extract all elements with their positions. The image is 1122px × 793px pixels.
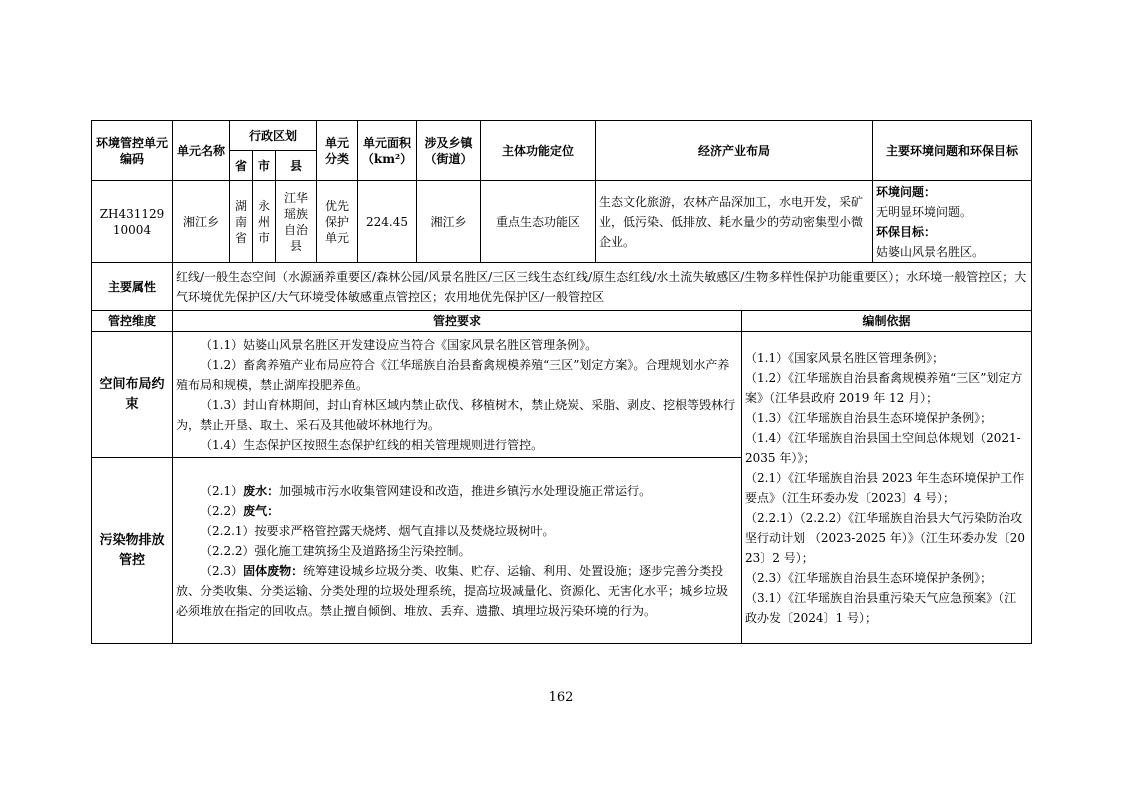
unit-area-header-unit: （km²）	[361, 151, 413, 166]
spatial-row	[92, 332, 1032, 458]
basis-item: （2.3）《江华瑶族自治县生态环境保护条例》；	[745, 570, 993, 585]
unit-code-line-1: ZH431129	[99, 206, 165, 221]
unit-row	[92, 181, 1032, 263]
spatial-item: （1.4）生态保护区按照生态保护红线的相关管理规则进行管控。	[200, 437, 544, 452]
document-page	[91, 120, 1031, 644]
env-issues-cell	[873, 181, 1032, 263]
item-number: （2.3）	[200, 563, 244, 578]
unit-code-header: 环境管控单元编码	[92, 121, 173, 181]
basis-header: 编制依据	[742, 311, 1032, 332]
dimension-header: 管控维度	[92, 311, 173, 332]
attributes-text: 红线/一般生态空间（水源涵养重要区/森林公园/风景名胜区/三区三线生态红线/原生态红线/水土流失敏感区/生物多样性保护功能重要区）；水环境一般管控区；大气环境优先保护区/大气环境受体敏感重点管控区；农用地优先保护区/一般管控区	[173, 263, 1032, 311]
exhaust-subitem: （2.2.2）强化施工建筑扬尘及道路扬尘污染控制。	[200, 543, 471, 558]
spatial-item: （1.1）姑婆山风景名胜区开发建设应当符合《国家风景名胜区管理条例》。	[200, 337, 598, 352]
county-header: 县	[276, 151, 317, 181]
unit-area-cell: 224.45	[358, 181, 417, 263]
env-issues-header: 主要环境问题和环保目标	[873, 121, 1032, 181]
exhaust-subitem: （2.2.1）按要求严格管控露天烧烤、烟气直排以及焚烧垃圾树叶。	[200, 523, 555, 538]
province-cell: 湖南省	[230, 181, 253, 263]
province-header: 省	[230, 151, 253, 181]
spatial-item: （1.3）封山育林期间，封山育林区域内禁止砍伐、移植树木，禁止烧炭、采脂、剥皮、挖根等毁林行为，禁止开垦、取土、采石及其他破坏林地行为。	[176, 397, 736, 432]
basis-item: （3.1）《江华瑶族自治县重污染天气应急预案》（江政办发〔2024〕1 号）；	[745, 590, 1017, 625]
pollution-label: 污染物排放管控	[92, 458, 173, 644]
attributes-row	[92, 263, 1032, 311]
item-text: 统筹建设城乡垃圾分类、收集、贮存、运输、利用、处置设施；逐步完善分类投放、分类收集、分类运输、分类处理的垃圾处理系统，提高垃圾减量化、资源化、无害化水平；城乡垃圾必须堆放在指定的回收点。禁止擅自倾倒、堆放、丢弃、遗撒、填埋垃圾污染环境的行为。	[176, 563, 729, 618]
basis-item: （2.1）《江华瑶族自治县 2023 年生态环境保护工作要点》（江生环委办发〔2023〕4 号）；	[745, 470, 1025, 505]
item-number: （2.2）	[200, 503, 244, 518]
item-text: 加强城市污水收集管网建设和改造，推进乡镇污水处理设施正常运行。	[279, 483, 652, 498]
issue-label: 环境问题：	[876, 184, 937, 199]
issue-text: 无明显环境问题。	[876, 204, 973, 219]
city-header: 市	[253, 151, 276, 181]
unit-code-cell	[92, 181, 173, 263]
basis-item: （1.1）《国家风景名胜区管理条例》；	[745, 350, 945, 365]
unit-class-header: 单元分类	[317, 121, 358, 181]
attributes-label: 主要属性	[92, 263, 173, 311]
spatial-item: （1.2）畜禽养殖产业布局应符合《江华瑶族自治县畜禽规模养殖“三区”划定方案》。合理规划水产养殖布局和规模，禁止湖库投肥养鱼。	[176, 357, 730, 392]
unit-area-header-label: 单元面积	[363, 135, 412, 150]
spatial-requirements	[173, 332, 742, 458]
subheader-row	[92, 311, 1032, 332]
wastewater-item	[176, 481, 738, 501]
main-function-header: 主体功能定位	[481, 121, 596, 181]
page-number: 162	[548, 690, 574, 705]
towns-cell: 湘江乡	[417, 181, 481, 263]
basis-item: （1.4）《江华瑶族自治县国土空间总体规划（2021-2035 年）》；	[745, 430, 1021, 465]
goal-text: 姑婆山风景名胜区。	[876, 244, 985, 259]
item-heading: 废水：	[243, 483, 280, 498]
solid-waste-item	[176, 561, 738, 621]
header-row	[92, 121, 1032, 151]
control-unit-table	[91, 120, 1032, 644]
economy-cell: 生态文化旅游，农林产品深加工，水电开发，采矿业，低污染、低排放、耗水量少的劳动密集型小微企业。	[596, 181, 873, 263]
spatial-label: 空间布局约束	[92, 332, 173, 458]
item-number: （2.1）	[200, 483, 244, 498]
unit-class-cell: 优先保护单元	[317, 181, 358, 263]
pollution-requirements	[173, 458, 742, 644]
city-cell: 永州市	[253, 181, 276, 263]
basis-item: （1.3）《江华瑶族自治县生态环境保护条例》；	[745, 410, 993, 425]
main-function-cell: 重点生态功能区	[481, 181, 596, 263]
economy-header: 经济产业布局	[596, 121, 873, 181]
unit-code-line-2: 10004	[112, 222, 152, 237]
admin-region-header: 行政区划	[230, 121, 317, 151]
item-heading: 固体废物：	[243, 563, 304, 578]
goal-label: 环保目标：	[876, 224, 937, 239]
item-heading: 废气：	[243, 503, 280, 518]
county-cell: 江华瑶族自治县	[276, 181, 317, 263]
basis-item: （1.2）《江华瑶族自治县畜禽规模养殖“三区”划定方案》（江华县政府 2019 年 12 月）；	[745, 370, 1023, 405]
exhaust-item	[176, 501, 738, 521]
unit-area-header	[358, 121, 417, 181]
basis-item: （2.2.1）（2.2.2）《江华瑶族自治县大气污染防治攻坚行动计划 （2023-2025 年）》（江生环委办发〔2023〕2 号）；	[745, 510, 1026, 565]
unit-name-header: 单元名称	[173, 121, 230, 181]
basis-list	[742, 332, 1032, 644]
unit-name-cell: 湘江乡	[173, 181, 230, 263]
requirement-header: 管控要求	[173, 311, 742, 332]
towns-header: 涉及乡镇（街道）	[417, 121, 481, 181]
